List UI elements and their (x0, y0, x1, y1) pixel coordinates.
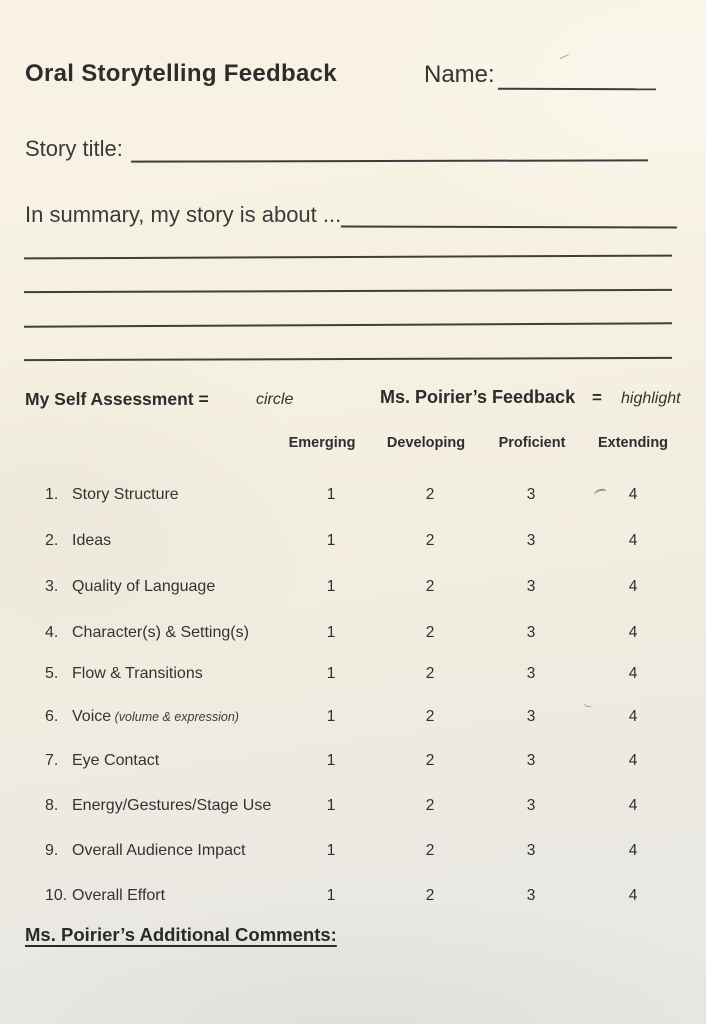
row-number: 4. (45, 624, 59, 641)
row-label: Voice (volume & expression) (72, 708, 239, 725)
scale-value: 2 (425, 797, 435, 814)
scale-value: 4 (628, 486, 638, 503)
row-number: 3. (45, 578, 59, 595)
scale-value: 1 (326, 624, 336, 641)
scale-value: 2 (425, 665, 435, 682)
scale-value: 1 (326, 752, 336, 769)
row-number: 9. (45, 842, 59, 859)
self-assessment-method: circle (256, 391, 294, 408)
name-blank-line (498, 64, 656, 91)
rubric-row (0, 624, 706, 646)
scale-value: 3 (526, 624, 536, 641)
rubric-row (0, 797, 706, 819)
scale-value: 4 (628, 532, 638, 549)
scale-value: 2 (425, 486, 435, 503)
scale-value: 4 (628, 624, 638, 641)
scale-value: 4 (628, 842, 638, 859)
column-header-extending: Extending (597, 435, 669, 451)
self-assessment-label: My Self Assessment = (25, 389, 209, 409)
additional-comments-heading: Ms. Poirier’s Additional Comments: (25, 924, 337, 945)
scale-value: 1 (326, 532, 336, 549)
rubric-row (0, 887, 706, 909)
row-label: Overall Effort (72, 887, 166, 904)
teacher-feedback-equals: = (592, 388, 602, 407)
column-header-developing: Developing (386, 435, 466, 451)
row-label: Ideas (72, 532, 112, 549)
summary-blank-line (341, 204, 677, 229)
name-label: Name: (424, 61, 495, 88)
row-label: Overall Audience Impact (72, 842, 246, 859)
row-number: 10. (45, 887, 68, 904)
scale-value: 1 (326, 708, 336, 725)
scale-value: 3 (526, 708, 536, 725)
scale-value: 3 (526, 752, 536, 769)
row-number: 8. (45, 797, 59, 814)
scale-value: 1 (326, 797, 336, 814)
summary-label: In summary, my story is about ... (25, 202, 342, 227)
scale-value: 4 (628, 797, 638, 814)
row-number: 6. (45, 708, 59, 725)
column-header-emerging: Emerging (288, 435, 356, 451)
rubric-row (0, 578, 706, 600)
scale-value: 3 (526, 578, 536, 595)
story-title-blank-line (131, 137, 648, 162)
scale-value: 4 (628, 665, 638, 682)
summary-blank-line (24, 357, 672, 361)
scale-value: 2 (425, 887, 435, 904)
row-number: 5. (45, 665, 59, 682)
summary-blank-line (24, 322, 672, 327)
row-number: 2. (45, 532, 59, 549)
scale-value: 2 (425, 578, 435, 595)
scale-value: 2 (425, 624, 435, 641)
scale-value: 3 (526, 532, 536, 549)
scale-value: 1 (326, 486, 336, 503)
scale-value: 3 (526, 797, 536, 814)
scale-value: 2 (425, 532, 435, 549)
teacher-feedback-method: highlight (621, 390, 681, 407)
row-label: Quality of Language (72, 578, 216, 595)
pen-mark (559, 54, 570, 63)
row-note: (volume & expression) (111, 710, 239, 724)
rubric-row (0, 532, 706, 554)
scale-value: 3 (526, 486, 536, 503)
scale-value: 1 (326, 842, 336, 859)
rubric-row (0, 752, 706, 774)
column-header-proficient: Proficient (498, 435, 566, 451)
scale-value: 1 (326, 665, 336, 682)
scale-value: 1 (326, 578, 336, 595)
rubric-row (0, 842, 706, 864)
rubric-row (0, 708, 706, 730)
scale-value: 2 (425, 842, 435, 859)
scale-value: 4 (628, 708, 638, 725)
row-label: Flow & Transitions (72, 665, 203, 682)
scale-value: 4 (628, 752, 638, 769)
scale-value: 1 (326, 887, 336, 904)
scale-value: 4 (628, 578, 638, 595)
row-label: Eye Contact (72, 752, 160, 769)
teacher-feedback-label: Ms. Poirier’s Feedback (380, 387, 576, 407)
row-label: Energy/Gestures/Stage Use (72, 797, 272, 814)
rubric-row (0, 665, 706, 687)
row-label: Story Structure (72, 486, 179, 503)
row-number: 7. (45, 752, 59, 769)
scale-value: 2 (425, 708, 435, 725)
scale-value: 4 (628, 887, 638, 904)
scale-value: 3 (526, 842, 536, 859)
scale-value: 3 (526, 665, 536, 682)
summary-blank-line (24, 289, 672, 293)
pen-mark (583, 700, 592, 708)
scale-value: 2 (425, 752, 435, 769)
page-title: Oral Storytelling Feedback (25, 60, 337, 87)
summary-blank-line (24, 255, 672, 260)
row-label: Character(s) & Setting(s) (72, 624, 249, 641)
scale-value: 3 (526, 887, 536, 904)
row-number: 1. (45, 486, 59, 503)
story-title-label: Story title: (25, 136, 123, 161)
